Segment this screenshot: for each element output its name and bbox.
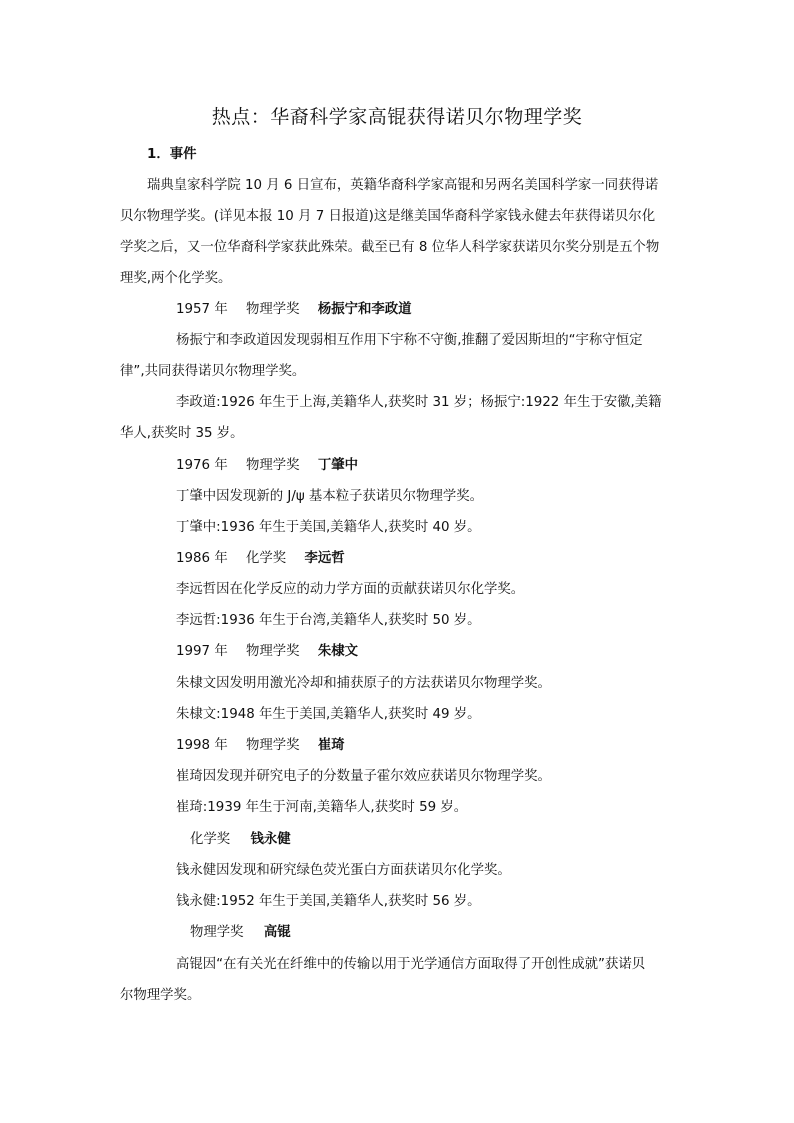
intro-line: 理奖,两个化学奖。 [120, 271, 232, 286]
award-laureates: 高锟 [263, 925, 291, 940]
award-category: 物理学奖 [246, 302, 300, 317]
award-laureates: 钱永健 [250, 832, 291, 847]
award-bio-line: 钱永健:1952 年生于美国,美籍华人,获奖时 56 岁。 [176, 894, 481, 909]
page-title: 热点：华裔科学家高锟获得诺贝尔物理学奖 [211, 106, 583, 128]
award-reason-line: 杨振宁和李政道因发现弱相互作用下宇称不守衡,推翻了爱因斯坦的“宇称守恒定 [176, 333, 643, 348]
award-laureates: 李远哲 [304, 551, 345, 566]
award-bio-line: 李远哲:1936 年生于台湾,美籍华人,获奖时 50 岁。 [176, 613, 481, 628]
award-header [176, 457, 358, 475]
award-reason-line: 尔物理学奖。 [120, 988, 201, 1003]
award-category: 物理学奖 [246, 644, 300, 659]
award-reason-line: 李远哲因在化学反应的动力学方面的贡献获诺贝尔化学奖。 [176, 582, 525, 597]
award-laureates: 崔琦 [317, 738, 345, 753]
award-header [176, 550, 345, 568]
award-bio-line: 华人,获奖时 35 岁。 [120, 426, 244, 441]
award-bio-line: 崔琦:1939 年生于河南,美籍华人,获奖时 59 岁。 [176, 800, 468, 815]
award-laureates: 朱棣文 [317, 644, 358, 659]
award-reason-line: 律”,共同获得诺贝尔物理学奖。 [120, 364, 306, 379]
award-reason-line: 高锟因“在有关光在纤维中的传输以用于光学通信方面取得了开创性成就”获诺贝 [176, 957, 646, 972]
award-year: 1957 年 [176, 302, 228, 317]
section-heading: 1．事件 [147, 147, 197, 162]
award-category: 化学奖 [246, 551, 287, 566]
award-reason-line: 钱永健因发现和研究绿色荧光蛋白方面获诺贝尔化学奖。 [176, 863, 511, 878]
intro-line: 学奖之后，又一位华裔科学家获此殊荣。截至已有 8 位华人科学家获诺贝尔奖分别是五个物 [120, 240, 660, 255]
award-category: 化学奖 [190, 832, 231, 847]
award-bio-line: 李政道:1926 年生于上海,美籍华人,获奖时 31 岁；杨振宁:1922 年生于安徽,美籍 [176, 395, 662, 410]
award-bio-line: 朱棣文:1948 年生于美国,美籍华人,获奖时 49 岁。 [176, 707, 481, 722]
award-reason-line: 崔琦因发现并研究电子的分数量子霍尔效应获诺贝尔物理学奖。 [176, 769, 551, 784]
award-laureates: 杨振宁和李政道 [317, 302, 412, 317]
award-year: 1976 年 [176, 458, 228, 473]
award-reason-line: 朱棣文因发明用激光冷却和捕获原子的方法获诺贝尔物理学奖。 [176, 676, 551, 691]
intro-line: 贝尔物理学奖。(详见本报 10 月 7 日报道)这是继美国华裔科学家钱永健去年获得诺贝尔化 [120, 209, 656, 224]
award-year: 1997 年 [176, 644, 228, 659]
award-header [176, 643, 358, 661]
award-category: 物理学奖 [190, 925, 244, 940]
award-reason-line: 丁肇中因发现新的 J/ψ 基本粒子获诺贝尔物理学奖。 [176, 489, 484, 504]
intro-line: 瑞典皇家科学院 10 月 6 日宣布，英籍华裔科学家高锟和另两名美国科学家一同获得诺 [147, 178, 659, 193]
award-laureates: 丁肇中 [317, 458, 358, 473]
award-category: 物理学奖 [246, 738, 300, 753]
award-year: 1998 年 [176, 738, 228, 753]
award-category: 物理学奖 [246, 458, 300, 473]
award-bio-line: 丁肇中:1936 年生于美国,美籍华人,获奖时 40 岁。 [176, 520, 481, 535]
award-year: 1986 年 [176, 551, 228, 566]
award-header [190, 831, 291, 849]
award-header [176, 301, 412, 319]
award-header [176, 737, 345, 755]
award-header [190, 924, 291, 942]
